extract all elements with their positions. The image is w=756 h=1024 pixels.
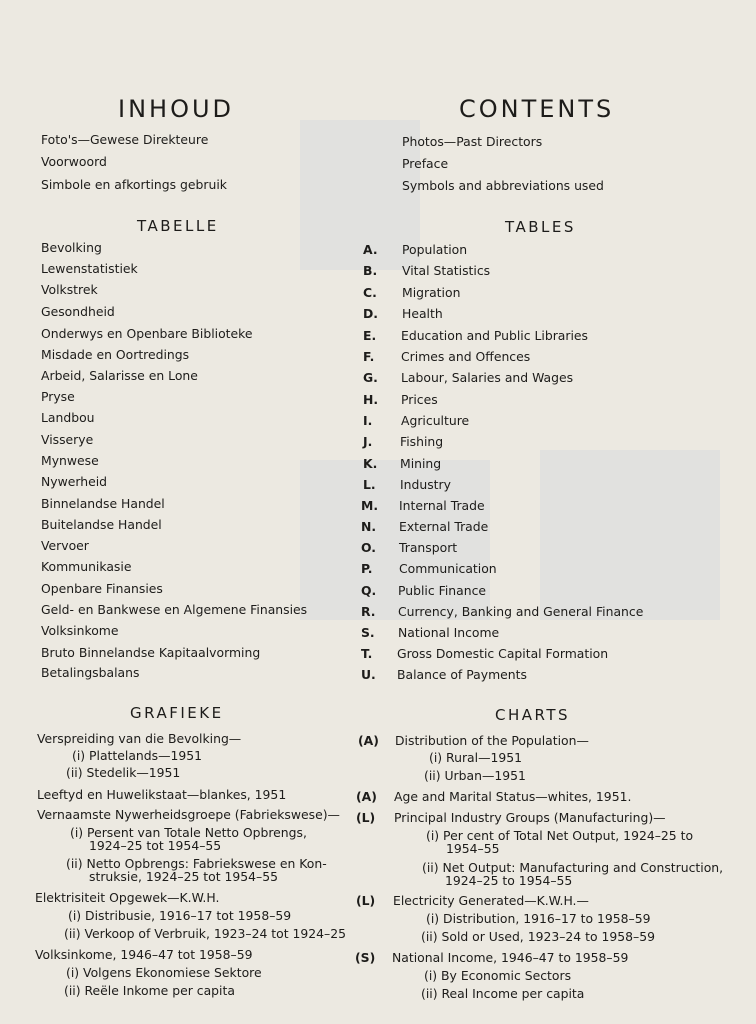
page-title-english: CONTENTS	[459, 95, 615, 123]
table-item-eng: Prices	[401, 392, 438, 407]
intro-eng-row: Symbols and abbreviations used	[402, 178, 604, 193]
chart-letter: (L)	[356, 893, 376, 908]
chart-subitem-eng: (ii) Urban—1951	[424, 768, 526, 783]
table-letter: N.	[361, 519, 377, 534]
table-item-afr: Bruto Binnelandse Kapitaalvorming	[41, 645, 261, 660]
table-letter: P.	[361, 561, 373, 576]
table-item-afr: Lewenstatistiek	[41, 261, 138, 276]
table-item-eng: Vital Statistics	[402, 263, 491, 278]
table-item-eng: Balance of Payments	[397, 667, 527, 682]
table-item-afr: Mynwese	[41, 453, 99, 468]
intro-afr-row: Voorwoord	[41, 154, 107, 169]
table-item-eng: Labour, Salaries and Wages	[401, 370, 574, 385]
chart-subitem-afr: (i) Persent van Totale Netto Opbrengs,	[70, 825, 307, 840]
table-item-afr: Kommunikasie	[41, 559, 132, 574]
table-item-afr: Volksinkome	[41, 623, 119, 638]
table-letter: O.	[361, 540, 376, 555]
section-heading-charts: CHARTS	[495, 706, 571, 724]
chart-item-afr: Verspreiding van die Bevolking—	[37, 731, 242, 746]
table-item-afr: Binnelandse Handel	[41, 496, 165, 511]
table-item-eng: Fishing	[400, 434, 444, 449]
chart-letter: (L)	[356, 810, 376, 825]
section-heading-tables: TABLES	[505, 218, 576, 236]
table-letter: I.	[363, 413, 373, 428]
table-letter: L.	[363, 477, 376, 492]
table-letter: G.	[363, 370, 378, 385]
chart-item-eng: Electricity Generated—K.W.H.—	[393, 893, 589, 908]
chart-subitem-eng: (i) Rural—1951	[429, 750, 523, 765]
intro-afr-row: Foto's—Gewese Direkteure	[41, 132, 209, 147]
chart-subitem-eng: (i) Distribution, 1916–17 to 1958–59	[426, 911, 651, 926]
table-item-afr: Buitelandse Handel	[41, 517, 162, 532]
chart-subitem-afr: (ii) Verkoop of Verbruik, 1923–24 tot 1924–25	[64, 926, 347, 941]
table-item-eng: Agriculture	[401, 413, 470, 428]
table-item-afr: Openbare Finansies	[41, 581, 163, 596]
table-letter: K.	[363, 456, 378, 471]
table-item-eng: Population	[402, 242, 468, 257]
chart-item-eng: Age and Marital Status—whites, 1951.	[394, 789, 632, 804]
table-letter: S.	[361, 625, 375, 640]
chart-subitem-afr: (i) Plattelands—1951	[72, 748, 203, 763]
table-item-eng: Education and Public Libraries	[401, 328, 588, 343]
chart-subitem-afr: (i) Distribusie, 1916–17 tot 1958–59	[68, 908, 292, 923]
chart-subitem-eng: 1954–55	[446, 841, 500, 856]
chart-letter: (S)	[355, 950, 376, 965]
chart-item-afr: Elektrisiteit Opgewek—K.W.H.	[35, 890, 220, 905]
table-item-afr: Volkstrek	[41, 282, 98, 297]
table-item-afr: Arbeid, Salarisse en Lone	[41, 368, 198, 383]
chart-letter: (A)	[356, 789, 377, 804]
intro-eng-row: Preface	[402, 156, 449, 171]
chart-subitem-afr: (ii) Reële Inkome per capita	[64, 983, 235, 998]
chart-letter: (A)	[358, 733, 379, 748]
table-letter: E.	[363, 328, 377, 343]
table-item-eng: Health	[402, 306, 443, 321]
chart-subitem-eng: (i) By Economic Sectors	[424, 968, 572, 983]
table-item-afr: Vervoer	[41, 538, 89, 553]
table-item-eng: Migration	[402, 285, 461, 300]
intro-eng-row: Photos—Past Directors	[402, 134, 543, 149]
table-item-eng: Gross Domestic Capital Formation	[397, 646, 609, 661]
chart-subitem-afr: (ii) Netto Opbrengs: Fabriekswese en Kon-	[66, 856, 327, 871]
table-item-eng: Currency, Banking and General Finance	[398, 604, 644, 619]
table-letter: H.	[363, 392, 379, 407]
chart-item-eng: National Income, 1946–47 to 1958–59	[392, 950, 629, 965]
table-letter: D.	[363, 306, 378, 321]
section-heading-grafieke: GRAFIEKE	[130, 704, 224, 722]
table-item-eng: Internal Trade	[399, 498, 485, 513]
table-item-afr: Misdade en Oortredings	[41, 347, 190, 362]
chart-subitem-eng: (ii) Sold or Used, 1923–24 to 1958–59	[421, 929, 655, 944]
section-heading-tabelle: TABELLE	[137, 217, 219, 235]
chart-subitem-afr: struksie, 1924–25 tot 1954–55	[89, 869, 278, 884]
table-item-afr: Betalingsbalans	[41, 665, 140, 680]
table-item-eng: National Income	[398, 625, 500, 640]
bleed-through-shadow	[540, 450, 720, 620]
chart-item-afr: Leeftyd en Huwelikstaat—blankes, 1951	[37, 787, 287, 802]
table-letter: A.	[363, 242, 378, 257]
table-item-eng: Public Finance	[398, 583, 487, 598]
chart-subitem-afr: (i) Volgens Ekonomiese Sektore	[66, 965, 262, 980]
table-item-afr: Visserye	[41, 432, 94, 447]
table-letter: R.	[361, 604, 376, 619]
table-item-eng: Mining	[400, 456, 442, 471]
table-item-afr: Onderwys en Openbare Biblioteke	[41, 326, 253, 341]
table-item-afr: Pryse	[41, 389, 75, 404]
table-letter: M.	[361, 498, 379, 513]
table-item-eng: Transport	[399, 540, 458, 555]
chart-item-afr: Volksinkome, 1946–47 tot 1958–59	[35, 947, 253, 962]
intro-afr-row: Simbole en afkortings gebruik	[41, 177, 227, 192]
table-letter: U.	[361, 667, 376, 682]
table-item-afr: Nywerheid	[41, 474, 108, 489]
table-item-afr: Landbou	[41, 410, 95, 425]
table-item-eng: External Trade	[399, 519, 489, 534]
table-letter: Q.	[361, 583, 377, 598]
page-title-afrikaans: INHOUD	[118, 95, 235, 123]
chart-subitem-eng: (ii) Net Output: Manufacturing and Construction,	[422, 860, 724, 875]
table-item-eng: Industry	[400, 477, 451, 492]
table-letter: J.	[363, 434, 373, 449]
chart-item-afr: Vernaamste Nywerheidsgroepe (Fabriekswese)—	[37, 807, 340, 822]
chart-subitem-eng: (ii) Real Income per capita	[421, 986, 585, 1001]
table-item-afr: Bevolking	[41, 240, 102, 255]
table-letter: T.	[361, 646, 373, 661]
table-letter: C.	[363, 285, 377, 300]
chart-subitem-afr: (ii) Stedelik—1951	[66, 765, 181, 780]
table-item-afr: Geld- en Bankwese en Algemene Finansies	[41, 602, 308, 617]
table-letter: F.	[363, 349, 375, 364]
table-item-afr: Gesondheid	[41, 304, 115, 319]
table-item-eng: Communication	[399, 561, 497, 576]
table-item-eng: Crimes and Offences	[401, 349, 531, 364]
table-letter: B.	[363, 263, 378, 278]
chart-item-eng: Distribution of the Population—	[395, 733, 589, 748]
chart-subitem-afr: 1924–25 tot 1954–55	[89, 838, 222, 853]
chart-item-eng: Principal Industry Groups (Manufacturing)—	[394, 810, 666, 825]
chart-subitem-eng: 1924–25 to 1954–55	[445, 873, 573, 888]
chart-subitem-eng: (i) Per cent of Total Net Output, 1924–25 to	[426, 828, 694, 843]
